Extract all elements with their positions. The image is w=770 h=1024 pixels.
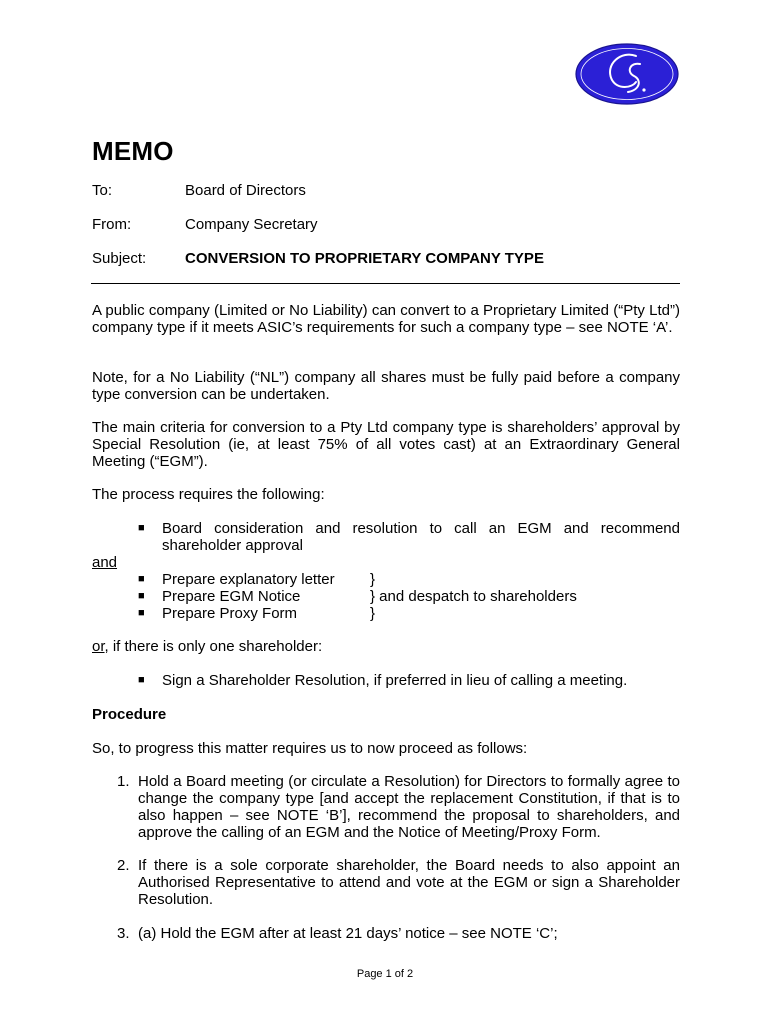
bullet-icon: ■	[138, 607, 145, 619]
memo-title: MEMO	[92, 136, 174, 166]
bullet-proxy-form: Prepare Proxy Form	[162, 605, 298, 622]
bullet-explanatory-letter: Prepare explanatory letter	[162, 571, 335, 588]
paragraph-process: The process requires the following:	[92, 486, 325, 503]
bullet-board-consideration: Board consideration and resolution to call an EGM and recommend shareholder approval	[162, 520, 680, 554]
step-number: 1.	[117, 773, 130, 790]
bullet-icon: ■	[138, 522, 145, 534]
subject-label: Subject:	[92, 250, 147, 267]
step-number: 2.	[117, 857, 130, 874]
bullet-shareholder-resolution: Sign a Shareholder Resolution, if preferred in lieu of calling a meeting.	[162, 672, 628, 689]
or-word: or	[92, 638, 105, 655]
bullet-icon: ■	[138, 573, 145, 585]
to-label: To:	[92, 182, 113, 199]
paragraph-criteria: The main criteria for conversion to a Pty Ltd company type is shareholders’ approval by Special Resolution (ie, at least 75% of all votes cast) at an Extraordinary General Meeting (“EGM”).	[92, 419, 680, 470]
paragraph-intro: A public company (Limited or No Liability) can convert to a Proprietary Limited (“Pty Ltd”) company type if it meets ASIC’s requirements for such a company type – see NOTE ‘A’.	[92, 302, 680, 336]
step-number: 3.	[117, 925, 130, 942]
step-board-meeting: Hold a Board meeting (or circulate a Resolution) for Directors to formally agree to change the company type [and accept the replacement Constitution, if that is to also happen – see NOTE ‘B’], recommend the proposal to shareholders, and approve the calling of an EGM and the Notice of Meeting/Proxy Form.	[138, 773, 680, 841]
procedure-heading: Procedure	[92, 706, 167, 723]
to-value: Board of Directors	[185, 182, 306, 199]
bullet-icon: ■	[138, 590, 145, 602]
bullet-egm-notice: Prepare EGM Notice	[162, 588, 301, 605]
and-connector: and	[92, 554, 118, 571]
company-logo	[574, 42, 680, 106]
from-value: Company Secretary	[185, 216, 318, 233]
subject-value: CONVERSION TO PROPRIETARY COMPANY TYPE	[185, 250, 544, 267]
brace-bottom: }	[370, 605, 376, 622]
bullet-icon: ■	[138, 674, 145, 686]
brace-top: }	[370, 571, 376, 588]
from-label: From:	[92, 216, 132, 233]
step-hold-egm: (a) Hold the EGM after at least 21 days’ notice – see NOTE ‘C’;	[138, 925, 558, 942]
paragraph-nl-note: Note, for a No Liability (“NL”) company all shares must be fully paid before a company type conversion can be undertaken.	[92, 369, 680, 403]
page-number: Page 1 of 2	[356, 968, 414, 980]
or-rest: , if there is only one shareholder:	[104, 638, 323, 655]
step-authorised-representative: If there is a sole corporate shareholder, the Board needs to also appoint an Authorised Representative to attend and vote at the EGM or sign a Shareholder Resolution.	[138, 857, 680, 908]
or-line	[92, 638, 322, 655]
paragraph-proceed: So, to progress this matter requires us to now proceed as follows:	[92, 740, 528, 757]
brace-despatch: } and despatch to shareholders	[370, 588, 577, 605]
header-divider	[91, 283, 680, 284]
